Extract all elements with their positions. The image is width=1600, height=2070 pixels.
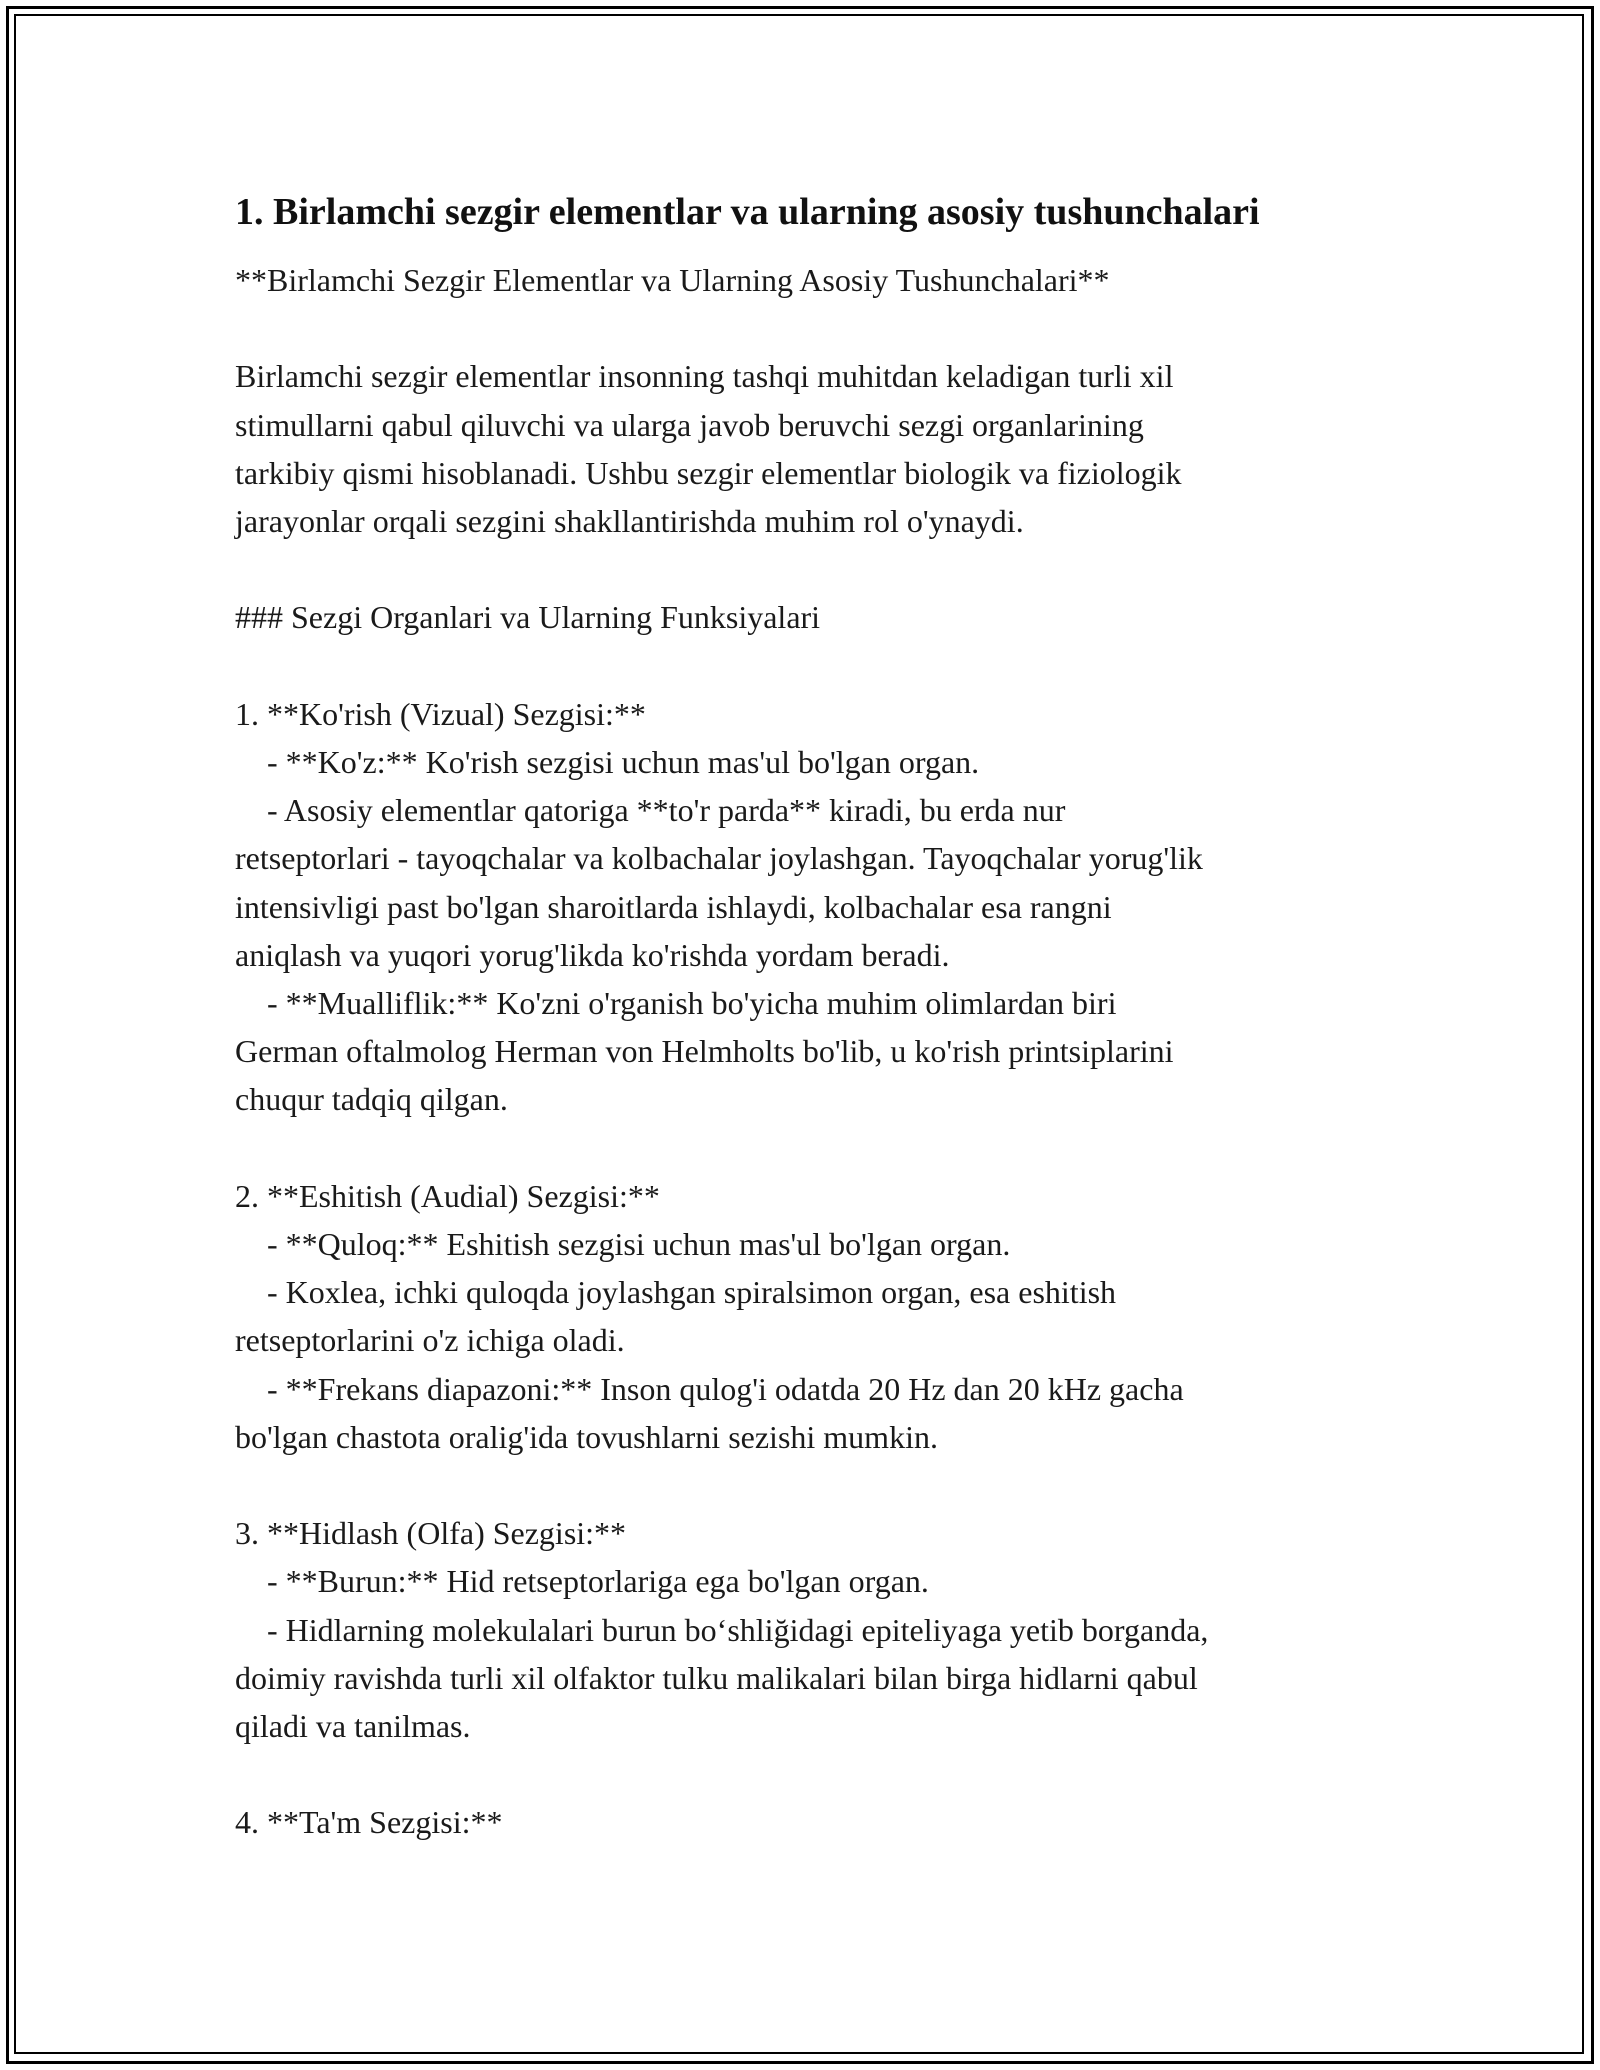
blank-line [235,304,1375,352]
text-line: aniqlash va yuqori yorug'likda ko'rishda yordam beradi. [235,936,950,973]
blank-line [235,1461,1375,1509]
document-heading: 1. Birlamchi sezgir elementlar va ularning asosiy tushunchalari [235,191,1260,233]
text-line: stimullarni qabul qiluvchi va ularga javob beruvchi sezgi organlarining [235,406,1144,443]
text-line: bo'lgan chastota oralig'ida tovushlarni sezishi mumkin. [235,1418,938,1455]
text-line: doimiy ravishda turli xil olfaktor tulku malikalari bilan birga hidlarni qabul [235,1659,1198,1696]
text-line: retseptorlarini o'z ichiga oladi. [235,1322,625,1359]
text-line: intensivligi past bo'lgan sharoitlarda ishlaydi, kolbachalar esa rangni [235,888,1112,925]
document-body [235,256,1375,1847]
text-line: - **Quloq:** Eshitish sezgisi uchun mas'ul bo'lgan organ. [235,1226,1011,1262]
text-line: - Asosiy elementlar qatoriga **to'r parda** kiradi, bu erda nur [235,792,1066,829]
blank-line [235,642,1375,690]
text-line: chuqur tadqiq qilgan. [235,1081,508,1118]
text-line: ### Sezgi Organlari va Ularning Funksiyalari [235,599,821,636]
text-line: - **Burun:** Hid retseptorlariga ega bo'lgan organ. [235,1563,929,1600]
text-line: - Koxlea, ichki quloqda joylashgan spiralsimon organ, esa eshitish [235,1274,1117,1311]
text-line: 2. **Eshitish (Audial) Sezgisi:** [235,1177,660,1214]
blank-line [235,1124,1375,1172]
text-line: 3. **Hidlash (Olfa) Sezgisi:** [235,1515,627,1552]
blank-line [235,545,1375,593]
document-content [235,182,1375,1847]
text-line: 4. **Ta'm Sezgisi:** [235,1804,503,1841]
blank-line [235,1750,1375,1798]
text-line: German oftalmolog Herman von Helmholts bo'lib, u ko'rish printsiplarini [235,1033,1174,1070]
text-line: **Birlamchi Sezgir Elementlar va Ularning Asosiy Tushunchalari** [235,262,1110,298]
text-line: - **Ko'z:** Ko'rish sezgisi uchun mas'ul bo'lgan organ. [235,743,980,780]
text-line: Birlamchi sezgir elementlar insonning tashqi muhitdan keladigan turli xil [235,358,1174,395]
text-line: - **Frekans diapazoni:** Inson qulog'i odatda 20 Hz dan 20 kHz gacha [235,1370,1184,1407]
text-line: 1. **Ko'rish (Vizual) Sezgisi:** [235,695,646,732]
text-line: qiladi va tanilmas. [235,1708,471,1745]
text-line: - Hidlarning molekulalari burun bo‘shliğidagi epiteliyaga yetib borganda, [235,1611,1209,1648]
text-line: - **Mualliflik:** Ko'zni o'rganish bo'yicha muhim olimlardan biri [235,985,1117,1021]
text-line: tarkibiy qismi hisoblanadi. Ushbu sezgir elementlar biologik va fiziologik [235,454,1182,491]
text-line: jarayonlar orqali sezgini shakllantirishda muhim rol o'ynaydi. [235,503,1024,539]
text-line: retseptorlari - tayoqchalar va kolbachalar joylashgan. Tayoqchalar yorug'lik [235,840,1203,877]
